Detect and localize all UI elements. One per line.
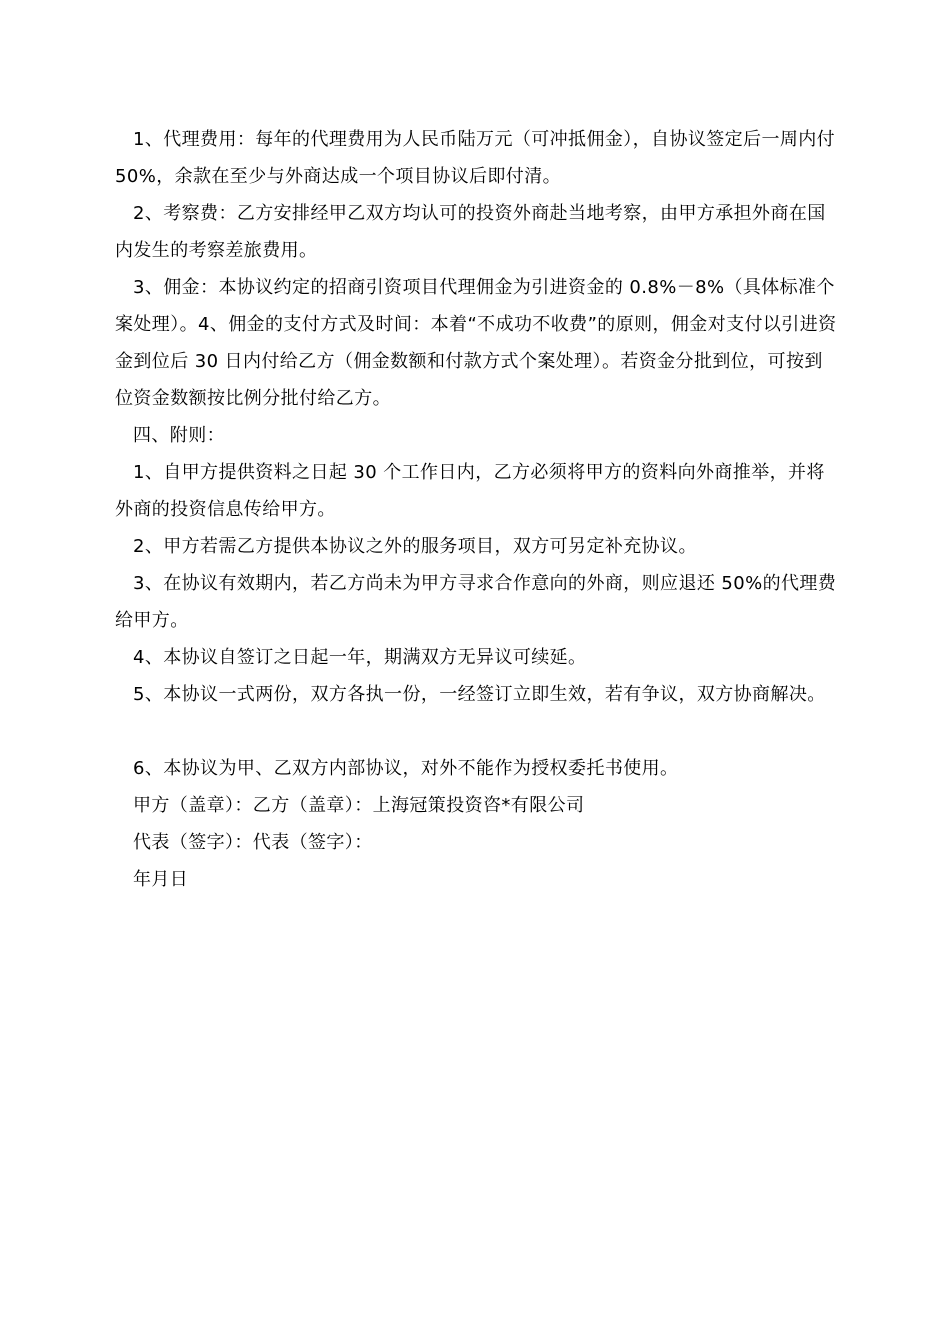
clause-commission: 3、佣金：本协议约定的招商引资项目代理佣金为引进资金的 0.8%－8%（具体标准个案处理）。4、佣金的支付方式及时间：本着“不成功不收费”的原则，佣金对支付以引进资金到位后 30 日内付给乙方（佣金数额和付款方式个案处理）。若资金分批到位，可按到位资金数额按比例分批付给乙方。	[115, 277, 837, 409]
clause-agency-fee: 1、代理费用：每年的代理费用为人民币陆万元（可冲抵佣金），自协议签定后一周内付 50%，余款在至少与外商达成一个项目协议后即付清。	[115, 129, 836, 187]
date-line: 年月日	[133, 869, 189, 890]
section-heading-supplementary: 四、附则：	[133, 425, 225, 446]
clause-supplementary-4: 4、本协议自签订之日起一年，期满双方无异议可续延。	[133, 647, 587, 668]
document-body	[115, 121, 840, 898]
signature-line: 代表（签字）：代表（签字）：	[133, 832, 373, 853]
clause-inspection-fee: 2、考察费：乙方安排经甲乙双方均认可的投资外商赴当地考察，由甲方承担外商在国内发生的考察差旅费用。	[115, 203, 826, 261]
blank-line	[115, 713, 840, 750]
clause-supplementary-6: 6、本协议为甲、乙双方内部协议，对外不能作为授权委托书使用。	[133, 758, 679, 779]
seal-line: 甲方（盖章）：乙方（盖章）：上海冠策投资咨*有限公司	[133, 795, 585, 816]
clause-supplementary-1: 1、自甲方提供资料之日起 30 个工作日内，乙方必须将甲方的资料向外商推举，并将外商的投资信息传给甲方。	[115, 462, 825, 520]
clause-supplementary-3: 3、在协议有效期内，若乙方尚未为甲方寻求合作意向的外商，则应退还 50%的代理费给甲方。	[115, 573, 837, 631]
clause-supplementary-2: 2、甲方若需乙方提供本协议之外的服务项目，双方可另定补充协议。	[133, 536, 697, 557]
clause-supplementary-5: 5、本协议一式两份，双方各执一份，一经签订立即生效，若有争议，双方协商解决。	[133, 684, 826, 705]
